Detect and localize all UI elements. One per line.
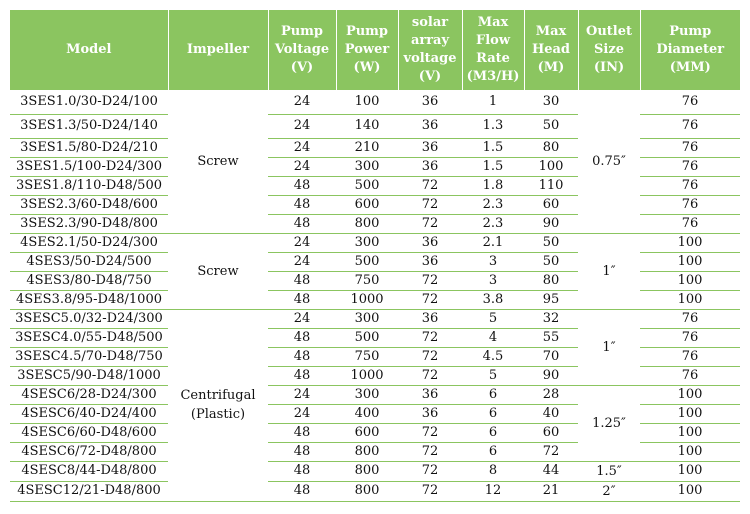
header-outlet-size: Outlet Size (IN)	[578, 10, 640, 90]
pump-diameter-cell: 100	[640, 252, 740, 271]
model-cell: 4SES2.1/50-D24/300	[10, 233, 168, 252]
pump-power-cell: 210	[336, 138, 398, 157]
max-flow-cell: 5	[462, 309, 524, 328]
model-cell: 3SESC4.5/70-D48/750	[10, 347, 168, 366]
outlet-size-cell: 0.75″	[578, 90, 640, 233]
model-cell: 4SESC6/40-D24/400	[10, 404, 168, 423]
pump-voltage-cell: 48	[268, 423, 336, 442]
pump-diameter-cell: 100	[640, 290, 740, 309]
solar-voltage-cell: 72	[398, 481, 462, 501]
model-cell: 4SES3/80-D48/750	[10, 271, 168, 290]
max-head-cell: 72	[524, 442, 578, 461]
pump-power-cell: 400	[336, 404, 398, 423]
pump-power-cell: 500	[336, 328, 398, 347]
solar-voltage-cell: 36	[398, 385, 462, 404]
pump-power-cell: 800	[336, 214, 398, 233]
pump-power-cell: 600	[336, 423, 398, 442]
impeller-cell: Screw	[168, 90, 268, 233]
max-flow-cell: 1.8	[462, 176, 524, 195]
solar-voltage-cell: 36	[398, 309, 462, 328]
pump-diameter-cell: 76	[640, 366, 740, 385]
model-cell: 4SES3/50-D24/500	[10, 252, 168, 271]
max-flow-cell: 12	[462, 481, 524, 501]
pump-power-cell: 300	[336, 385, 398, 404]
pump-voltage-cell: 24	[268, 90, 336, 114]
max-flow-cell: 4	[462, 328, 524, 347]
pump-diameter-cell: 100	[640, 423, 740, 442]
solar-voltage-cell: 36	[398, 252, 462, 271]
pump-voltage-cell: 48	[268, 481, 336, 501]
max-flow-cell: 6	[462, 442, 524, 461]
pump-diameter-cell: 76	[640, 90, 740, 114]
pump-voltage-cell: 24	[268, 309, 336, 328]
pump-diameter-cell: 76	[640, 328, 740, 347]
solar-voltage-cell: 72	[398, 328, 462, 347]
max-head-cell: 55	[524, 328, 578, 347]
max-flow-cell: 5	[462, 366, 524, 385]
pump-diameter-cell: 76	[640, 347, 740, 366]
model-cell: 3SESC5/90-D48/1000	[10, 366, 168, 385]
table-row	[10, 90, 740, 114]
pump-voltage-cell: 48	[268, 290, 336, 309]
pump-spec-table-container	[10, 10, 740, 502]
pump-diameter-cell: 76	[640, 309, 740, 328]
model-cell: 4SESC8/44-D48/800	[10, 461, 168, 481]
pump-diameter-cell: 76	[640, 114, 740, 138]
header-max-head: Max Head (M)	[524, 10, 578, 90]
max-head-cell: 80	[524, 271, 578, 290]
outlet-size-cell: 1.25″	[578, 385, 640, 461]
header-row	[10, 10, 740, 90]
pump-diameter-cell: 76	[640, 176, 740, 195]
max-flow-cell: 6	[462, 404, 524, 423]
model-cell: 3SES1.0/30-D24/100	[10, 90, 168, 114]
model-cell: 4SES3.8/95-D48/1000	[10, 290, 168, 309]
outlet-size-cell: 1″	[578, 309, 640, 385]
pump-power-cell: 300	[336, 233, 398, 252]
model-cell: 3SES1.3/50-D24/140	[10, 114, 168, 138]
model-cell: 3SES1.5/80-D24/210	[10, 138, 168, 157]
solar-voltage-cell: 72	[398, 290, 462, 309]
model-cell: 3SES1.8/110-D48/500	[10, 176, 168, 195]
solar-voltage-cell: 36	[398, 404, 462, 423]
table-row	[10, 461, 740, 481]
max-flow-cell: 6	[462, 423, 524, 442]
pump-diameter-cell: 76	[640, 157, 740, 176]
max-head-cell: 60	[524, 423, 578, 442]
pump-voltage-cell: 24	[268, 114, 336, 138]
pump-voltage-cell: 48	[268, 366, 336, 385]
impeller-cell: Centrifugal (Plastic)	[168, 309, 268, 501]
solar-voltage-cell: 72	[398, 461, 462, 481]
model-cell: 4SESC6/60-D48/600	[10, 423, 168, 442]
outlet-size-cell: 2″	[578, 481, 640, 501]
pump-voltage-cell: 24	[268, 404, 336, 423]
pump-power-cell: 800	[336, 442, 398, 461]
pump-voltage-cell: 24	[268, 252, 336, 271]
max-flow-cell: 1.5	[462, 157, 524, 176]
pump-voltage-cell: 48	[268, 214, 336, 233]
pump-power-cell: 300	[336, 309, 398, 328]
model-cell: 4SESC6/72-D48/800	[10, 442, 168, 461]
pump-voltage-cell: 24	[268, 157, 336, 176]
solar-voltage-cell: 72	[398, 347, 462, 366]
pump-voltage-cell: 24	[268, 233, 336, 252]
max-flow-cell: 1.3	[462, 114, 524, 138]
pump-diameter-cell: 76	[640, 195, 740, 214]
pump-power-cell: 140	[336, 114, 398, 138]
pump-power-cell: 500	[336, 176, 398, 195]
table-row	[10, 385, 740, 404]
model-cell: 4SESC6/28-D24/300	[10, 385, 168, 404]
impeller-cell: Screw	[168, 233, 268, 309]
max-head-cell: 50	[524, 233, 578, 252]
solar-voltage-cell: 36	[398, 90, 462, 114]
max-flow-cell: 3.8	[462, 290, 524, 309]
outlet-size-cell: 1.5″	[578, 461, 640, 481]
pump-power-cell: 800	[336, 481, 398, 501]
pump-power-cell: 750	[336, 271, 398, 290]
pump-power-cell: 600	[336, 195, 398, 214]
header-pump-diameter: Pump Diameter (MM)	[640, 10, 740, 90]
pump-voltage-cell: 48	[268, 347, 336, 366]
pump-diameter-cell: 100	[640, 461, 740, 481]
pump-voltage-cell: 24	[268, 138, 336, 157]
max-flow-cell: 3	[462, 271, 524, 290]
max-head-cell: 50	[524, 252, 578, 271]
max-flow-cell: 3	[462, 252, 524, 271]
max-flow-cell: 2.3	[462, 195, 524, 214]
max-head-cell: 90	[524, 214, 578, 233]
model-cell: 3SESC4.0/55-D48/500	[10, 328, 168, 347]
pump-diameter-cell: 100	[640, 404, 740, 423]
pump-diameter-cell: 100	[640, 233, 740, 252]
table-body	[10, 90, 740, 501]
pump-voltage-cell: 48	[268, 442, 336, 461]
pump-diameter-cell: 76	[640, 214, 740, 233]
pump-power-cell: 300	[336, 157, 398, 176]
solar-voltage-cell: 72	[398, 176, 462, 195]
header-model: Model	[10, 10, 168, 90]
pump-voltage-cell: 48	[268, 176, 336, 195]
pump-power-cell: 1000	[336, 290, 398, 309]
model-cell: 3SES2.3/90-D48/800	[10, 214, 168, 233]
solar-voltage-cell: 72	[398, 366, 462, 385]
max-head-cell: 70	[524, 347, 578, 366]
table-row	[10, 309, 740, 328]
model-cell: 4SESC12/21-D48/800	[10, 481, 168, 501]
max-flow-cell: 8	[462, 461, 524, 481]
table-row	[10, 233, 740, 252]
pump-power-cell: 500	[336, 252, 398, 271]
max-head-cell: 100	[524, 157, 578, 176]
pump-voltage-cell: 48	[268, 328, 336, 347]
pump-power-cell: 100	[336, 90, 398, 114]
header-solar-array-voltage: solar array voltage (V)	[398, 10, 462, 90]
solar-voltage-cell: 72	[398, 423, 462, 442]
pump-diameter-cell: 100	[640, 385, 740, 404]
solar-voltage-cell: 72	[398, 271, 462, 290]
max-head-cell: 40	[524, 404, 578, 423]
max-head-cell: 50	[524, 114, 578, 138]
pump-diameter-cell: 76	[640, 138, 740, 157]
max-head-cell: 60	[524, 195, 578, 214]
pump-voltage-cell: 48	[268, 271, 336, 290]
pump-voltage-cell: 24	[268, 385, 336, 404]
max-head-cell: 30	[524, 90, 578, 114]
max-head-cell: 32	[524, 309, 578, 328]
max-head-cell: 28	[524, 385, 578, 404]
max-head-cell: 90	[524, 366, 578, 385]
pump-power-cell: 1000	[336, 366, 398, 385]
header-impeller: Impeller	[168, 10, 268, 90]
max-head-cell: 80	[524, 138, 578, 157]
table-row	[10, 481, 740, 501]
max-flow-cell: 4.5	[462, 347, 524, 366]
max-head-cell: 44	[524, 461, 578, 481]
pump-diameter-cell: 100	[640, 481, 740, 501]
pump-voltage-cell: 48	[268, 195, 336, 214]
max-flow-cell: 1.5	[462, 138, 524, 157]
outlet-size-cell: 1″	[578, 233, 640, 309]
max-head-cell: 95	[524, 290, 578, 309]
pump-diameter-cell: 100	[640, 442, 740, 461]
solar-voltage-cell: 36	[398, 138, 462, 157]
header-pump-voltage: Pump Voltage (V)	[268, 10, 336, 90]
solar-voltage-cell: 72	[398, 214, 462, 233]
solar-voltage-cell: 36	[398, 157, 462, 176]
pump-diameter-cell: 100	[640, 271, 740, 290]
max-flow-cell: 2.3	[462, 214, 524, 233]
max-flow-cell: 6	[462, 385, 524, 404]
solar-voltage-cell: 36	[398, 233, 462, 252]
solar-voltage-cell: 72	[398, 442, 462, 461]
max-head-cell: 110	[524, 176, 578, 195]
header-pump-power: Pump Power (W)	[336, 10, 398, 90]
pump-power-cell: 800	[336, 461, 398, 481]
solar-voltage-cell: 36	[398, 114, 462, 138]
model-cell: 3SES1.5/100-D24/300	[10, 157, 168, 176]
solar-voltage-cell: 72	[398, 195, 462, 214]
pump-voltage-cell: 48	[268, 461, 336, 481]
model-cell: 3SESC5.0/32-D24/300	[10, 309, 168, 328]
max-flow-cell: 2.1	[462, 233, 524, 252]
max-flow-cell: 1	[462, 90, 524, 114]
header-max-flow-rate: Max Flow Rate (M3/H)	[462, 10, 524, 90]
pump-spec-table	[10, 10, 740, 502]
model-cell: 3SES2.3/60-D48/600	[10, 195, 168, 214]
pump-power-cell: 750	[336, 347, 398, 366]
max-head-cell: 21	[524, 481, 578, 501]
